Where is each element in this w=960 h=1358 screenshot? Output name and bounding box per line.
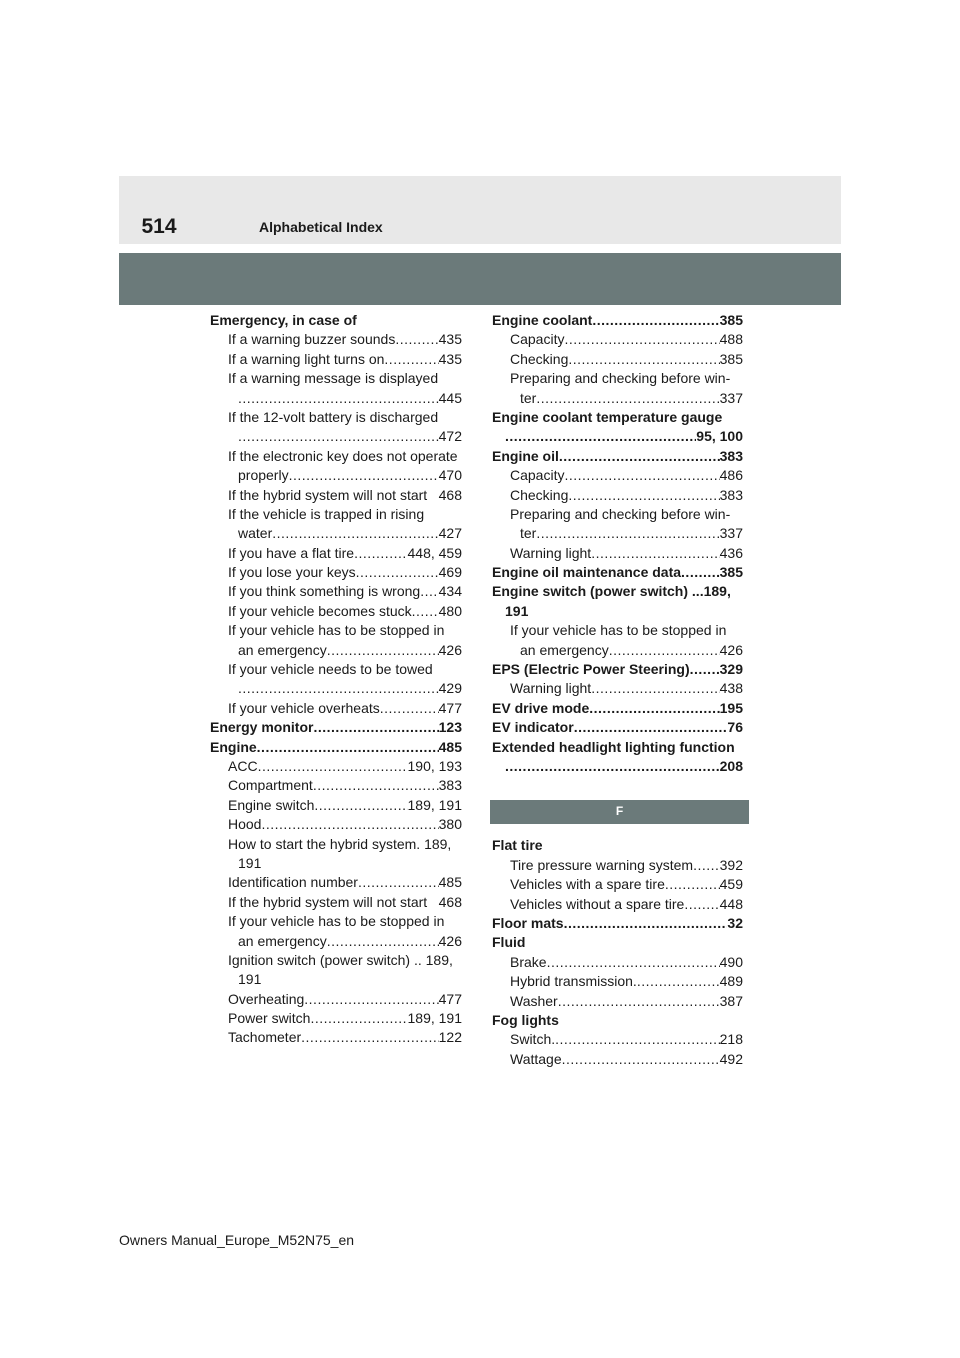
dot-leader [693,856,720,875]
index-subentry [210,563,462,582]
index-column-right [492,311,743,1069]
dot-leader [505,757,720,776]
entry-label: Overheating [228,990,305,1007]
page-reference[interactable]: 385 [719,312,743,328]
index-subentry [210,389,462,408]
index-subentry [210,582,462,601]
page-reference[interactable]: 489 [719,973,743,990]
page-reference[interactable]: 189, 191 [407,1010,462,1027]
page-reference[interactable]: 445 [438,389,462,406]
dot-leader [555,1030,720,1049]
page-reference[interactable]: 488 [719,331,743,348]
entry-label: Capacity [510,331,565,348]
dot-leader [564,330,719,349]
index-subentry [492,389,743,408]
page-reference[interactable]: 383 [438,777,462,794]
index-subentry [210,447,462,466]
index-entry [492,738,743,757]
index-subentry [492,621,743,640]
entry-label: Capacity [510,467,565,484]
dot-leader [384,350,438,369]
dot-leader [547,953,720,972]
entry-label: If the electronic key does not operate [228,447,458,464]
page-reference[interactable]: 434 [438,583,462,600]
entry-label: Engine [210,738,257,755]
index-subentry [210,796,462,815]
index-subentry [210,1009,462,1028]
dot-leader [568,486,719,505]
page-reference[interactable]: 385 [719,564,743,581]
page-reference[interactable]: 95, 100 [696,428,743,445]
index-entry [492,447,743,466]
index-subentry [492,992,743,1011]
index-entry [492,699,743,718]
entry-label: If the hybrid system will not start [228,893,428,910]
entry-label: How to start the hybrid system. 189, [228,835,452,852]
index-subentry [492,350,743,369]
index-entry [492,602,743,621]
page-reference[interactable]: 472 [438,428,462,445]
entry-label: an emergency [238,932,327,949]
entry-label: Identification number [228,874,358,891]
index-subentry [210,951,462,970]
index-entry [492,563,743,582]
dot-leader [505,427,696,446]
entry-label: Brake [510,953,547,970]
dot-leader [327,932,439,951]
entry-label: properly [238,467,289,484]
entry-label: If the hybrid system will not start [228,486,428,503]
index-subentry [210,330,462,349]
entry-label: If your vehicle has to be stopped in [228,913,445,930]
entry-label: Engine switch (power switch) ...189, [492,583,731,600]
dot-leader [261,815,438,834]
page-reference[interactable]: 123 [438,719,462,736]
index-subentry [492,544,743,563]
index-subentry [492,953,743,972]
entry-label: Warning light [510,544,592,561]
entry-label: Engine oil maintenance data [492,564,682,581]
dot-leader [356,563,439,582]
dot-leader [564,914,728,933]
index-subentry [210,602,462,621]
section-gap [492,824,743,836]
entry-label: Engine oil [492,447,559,464]
page-reference[interactable]: 435 [438,331,462,348]
entry-label: Vehicles without a spare tire [510,895,685,912]
index-entry [492,836,743,855]
entry-label: Floor mats [492,914,564,931]
page-reference[interactable]: 485 [438,874,462,891]
entry-label: If your vehicle needs to be towed [228,661,433,678]
dot-leader [257,738,439,757]
dot-leader [609,641,720,660]
page-reference[interactable]: 426 [438,932,462,949]
entry-label: ter [520,389,537,406]
index-subentry [492,1050,743,1069]
index-subentry [210,641,462,660]
page-reference[interactable]: 387 [719,992,743,1009]
entry-label: an emergency [520,641,609,658]
entry-label: If you think something is wrong [228,583,421,600]
entry-label: If a warning light turns on [228,350,385,367]
dot-leader [591,679,719,698]
dot-leader [591,544,719,563]
page-reference[interactable]: 208 [719,757,743,774]
page-reference[interactable]: 385 [719,350,743,367]
index-subentry [210,873,462,892]
index-subentry [492,875,743,894]
entry-label: If a warning message is displayed [228,370,439,387]
page-reference[interactable]: 189, 191 [407,796,462,813]
entry-label: Tachometer [228,1029,302,1046]
index-entry [492,718,743,737]
page-reference[interactable]: 435 [438,350,462,367]
dot-leader [568,350,719,369]
index-subentry [210,660,462,679]
dot-leader [314,796,407,815]
index-subentry [210,1028,462,1047]
index-subentry [210,369,462,388]
page-reference[interactable]: 76 [727,719,743,736]
entry-label: Preparing and checking before win- [510,505,731,522]
index-entry [492,408,743,427]
index-entry [492,660,743,679]
index-subentry [492,330,743,349]
dot-leader [395,330,438,349]
dot-leader [589,699,719,718]
index-subentry [210,524,462,543]
dot-leader [665,875,720,894]
page-reference[interactable]: 448 [719,895,743,912]
dot-leader [289,466,439,485]
index-entry [492,1011,743,1030]
index-subentry [210,990,462,1009]
page-reference[interactable]: 436 [719,544,743,561]
index-subentry [210,350,462,369]
page-reference[interactable]: 122 [438,1029,462,1046]
dot-leader [238,679,439,698]
entry-label: Flat tire [492,837,543,854]
index-subentry [210,544,462,563]
page-number: 514 [141,215,177,238]
entry-label: Wattage [510,1050,562,1067]
dot-leader [562,1050,720,1069]
dot-leader [536,389,719,408]
entry-label: Emergency, in case of [210,312,357,328]
dot-leader [238,427,439,446]
page-reference[interactable]: 380 [438,816,462,833]
entry-label: Preparing and checking before win- [510,370,731,387]
entry-label: EV indicator [492,719,574,736]
index-subentry [210,466,462,485]
page-reference[interactable]: 383 [719,486,743,503]
dot-leader [574,718,728,737]
index-subentry [210,427,462,446]
page-title: Alphabetical Index [259,219,383,235]
entry-label: 191 [238,971,262,988]
entry-label: Energy monitor [210,719,314,736]
index-column-left [210,311,462,1048]
page-reference[interactable]: 392 [719,856,743,873]
dot-leader [690,660,720,679]
page-reference[interactable]: 486 [719,467,743,484]
dot-leader [412,602,439,621]
index-subentry [210,932,462,951]
dot-leader [301,1028,438,1047]
index-subentry [210,854,462,873]
entry-label: Tire pressure warning system [510,856,694,873]
entry-label: EV drive mode [492,699,590,716]
index-subentry [492,679,743,698]
index-subentry [492,641,743,660]
entry-label: Engine switch [228,796,315,813]
index-subentry [492,972,743,991]
index-entry [210,718,462,737]
entry-label: If a warning buzzer sounds [228,331,396,348]
index-subentry [210,970,462,989]
page-reference[interactable]: 477 [438,699,462,716]
entry-label: If your vehicle overheats [228,699,380,716]
dot-leader [637,972,720,991]
index-subentry [492,505,743,524]
dot-leader [310,1009,407,1028]
index-subentry [210,679,462,698]
page-reference[interactable]: 459 [719,876,743,893]
page-reference[interactable]: 426 [438,641,462,658]
index-entry [492,427,743,446]
index-subentry [210,815,462,834]
entry-label: Warning light [510,680,592,697]
dot-leader [238,389,439,408]
dot-leader [380,699,439,718]
index-entry [492,582,743,601]
entry-label: Checking [510,486,569,503]
entry-label: If your vehicle has to be stopped in [228,622,445,639]
entry-label: Power switch [228,1010,311,1027]
entry-label: ter [520,525,537,542]
page-reference[interactable]: 490 [719,953,743,970]
entry-label: Washer [510,992,558,1009]
index-subentry [492,895,743,914]
entry-label: ACC [228,757,258,774]
index-entry [492,933,743,952]
entry-label: Checking [510,350,569,367]
entry-label: If the vehicle is trapped in rising [228,505,425,522]
entry-label: Switch. [510,1031,556,1048]
dot-leader [420,582,438,601]
page-reference[interactable]: 32 [727,914,743,931]
index-subentry [492,369,743,388]
entry-label: Fluid [492,934,526,951]
index-subentry [210,893,462,912]
page-reference[interactable]: 337 [719,389,743,406]
index-subentry [210,408,462,427]
entry-label: If you have a flat tire [228,544,355,561]
index-subentry [210,835,462,854]
dot-leader [327,641,439,660]
page-reference[interactable]: 485 [438,738,462,755]
index-entry [210,311,462,330]
index-subentry [492,1030,743,1049]
entry-label: EPS (Electric Power Steering) [492,661,690,678]
entry-label: Compartment [228,777,313,794]
header-bar [119,176,841,244]
index-subentry [210,757,462,776]
entry-label: Vehicles with a spare tire [510,876,665,893]
dot-leader [304,990,438,1009]
page-reference[interactable]: 477 [438,990,462,1007]
page-reference[interactable]: 448, 459 [407,544,462,561]
index-subentry [492,486,743,505]
dot-leader [558,992,720,1011]
dot-leader [313,776,439,795]
index-subentry [492,856,743,875]
index-entry [492,311,743,330]
index-entry [492,757,743,776]
dot-leader [684,895,719,914]
page-reference[interactable]: 468 [438,486,462,503]
entry-label: Ignition switch (power switch) .. 189, [228,951,453,968]
dot-leader [358,873,439,892]
entry-label: If you lose your keys [228,564,356,581]
page-reference[interactable]: 218 [719,1031,743,1048]
dot-leader [681,563,720,582]
page-reference[interactable]: 438 [719,680,743,697]
dot-leader [272,524,438,543]
index-entry [210,738,462,757]
page-reference[interactable]: 427 [438,525,462,542]
entry-label: water [238,525,273,542]
dot-leader [313,718,438,737]
page-reference[interactable]: 190, 193 [407,757,462,774]
dot-leader [592,311,719,330]
page-reference[interactable]: 480 [438,602,462,619]
page-reference[interactable]: 337 [719,525,743,542]
page-reference[interactable]: 426 [719,641,743,658]
index-subentry [210,505,462,524]
entry-label: Extended headlight lighting function [492,738,735,755]
index-entry [492,914,743,933]
entry-label: an emergency [238,641,327,658]
page-reference[interactable]: 492 [719,1050,743,1067]
entry-label: Engine coolant [492,312,593,328]
page-reference[interactable]: 329 [719,661,743,678]
entry-label: Hood [228,816,262,833]
dot-leader [258,757,408,776]
footer-text: Owners Manual_Europe_M52N75_en [119,1232,355,1248]
index-subentry [210,776,462,795]
page-reference[interactable]: 429 [438,680,462,697]
entry-label: If the 12-volt battery is discharged [228,408,439,425]
dot-leader [536,524,719,543]
dot-leader [559,447,720,466]
entry-label: Hybrid transmission. [510,973,637,990]
page-reference[interactable]: 383 [719,447,743,464]
dot-leader [354,544,407,563]
index-subentry [492,466,743,485]
entry-label: If your vehicle has to be stopped in [510,622,727,639]
page-reference[interactable]: 469 [438,564,462,581]
section-gap [492,776,743,800]
index-subentry [210,486,462,505]
entry-label: Engine coolant temperature gauge [492,408,723,425]
page-reference[interactable]: 468 [438,893,462,910]
page-reference[interactable]: 470 [438,467,462,484]
header-band [119,253,841,305]
index-subentry [492,524,743,543]
entry-label: 191 [505,602,529,619]
entry-label: Fog lights [492,1011,559,1028]
index-subentry [210,912,462,931]
entry-label: 191 [238,854,262,871]
index-subentry [210,621,462,640]
section-letter-header: F [490,800,749,824]
page-reference[interactable]: 195 [719,699,743,716]
index-subentry [210,699,462,718]
dot-leader [564,466,719,485]
entry-label: If your vehicle becomes stuck [228,602,412,619]
